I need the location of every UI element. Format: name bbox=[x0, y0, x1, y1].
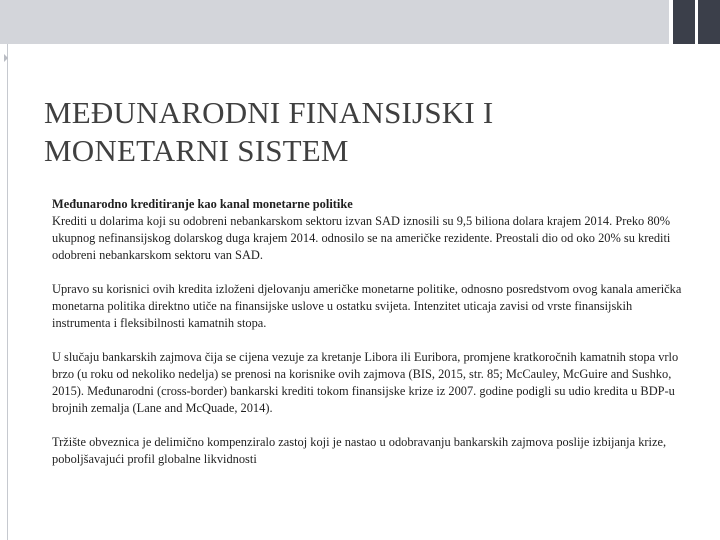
paragraph-1: Krediti u dolarima koji su odobreni nebankarskom sektoru izvan SAD iznosili su 9,5 biliona dolara krajem 2014. Preko 80% ukupnog nefinansijskog dolarskog duga krajem 2014. odnosilo se na američke rezidente. Preostali dio od oko 20% su krediti odobreni nebankarskom sektoru van SAD. bbox=[52, 214, 671, 262]
slide-title bbox=[44, 94, 684, 170]
header-band-dark-block-end bbox=[698, 0, 720, 44]
header-band bbox=[0, 0, 720, 44]
paragraph-2: Upravo su korisnici ovih kredita izloženi djelovanju američke monetarne politike, odnosno posredstvom ovog kanala američka monetarna politika direktno utiče na finansijske uslove u ostatku svijeta. Intenzitet uticaja zavisi od vrste finansijskih instrumenta i fleksibilnosti kamatnih stopa. bbox=[52, 282, 682, 330]
header-band-light bbox=[0, 0, 669, 44]
slide-title-line-2: MONETARNI SISTEM bbox=[44, 133, 349, 168]
paragraph-1-block bbox=[52, 196, 682, 264]
slide-title-line-1: MEĐUNARODNI FINANSIJSKI I bbox=[44, 95, 494, 130]
slide-body bbox=[52, 196, 682, 485]
paragraph-3: U slučaju bankarskih zajmova čija se cijena vezuje za kretanje Libora ili Euribora, promjene kratkoročnih kamatnih stopa vrlo brzo (u roku od nekoliko nedelja) se prenosi na korisnike ovih zajmova (BIS, 2015, str. 85; McCauley, McGuire and Sushko, 2015). Međunarodni (cross-border) bankarski krediti tokom finansijske krize iz 2007. godine podigli su udio kredita u BDP-u brojnih zemalja (Lane and McQuade, 2014). bbox=[52, 350, 679, 415]
section-subheading: Međunarodno kreditiranje kao kanal monetarne politike bbox=[52, 197, 353, 211]
header-band-dark-block bbox=[673, 0, 695, 44]
left-vertical-rule bbox=[7, 44, 8, 540]
rule-marker-icon bbox=[4, 54, 8, 62]
paragraph-4: Tržište obveznica je delimično kompenziralo zastoj koji je nastao u odobravanju bankarskih zajmova poslije izbijanja krize, poboljšavajući profil globalne likvidnosti bbox=[52, 435, 667, 466]
